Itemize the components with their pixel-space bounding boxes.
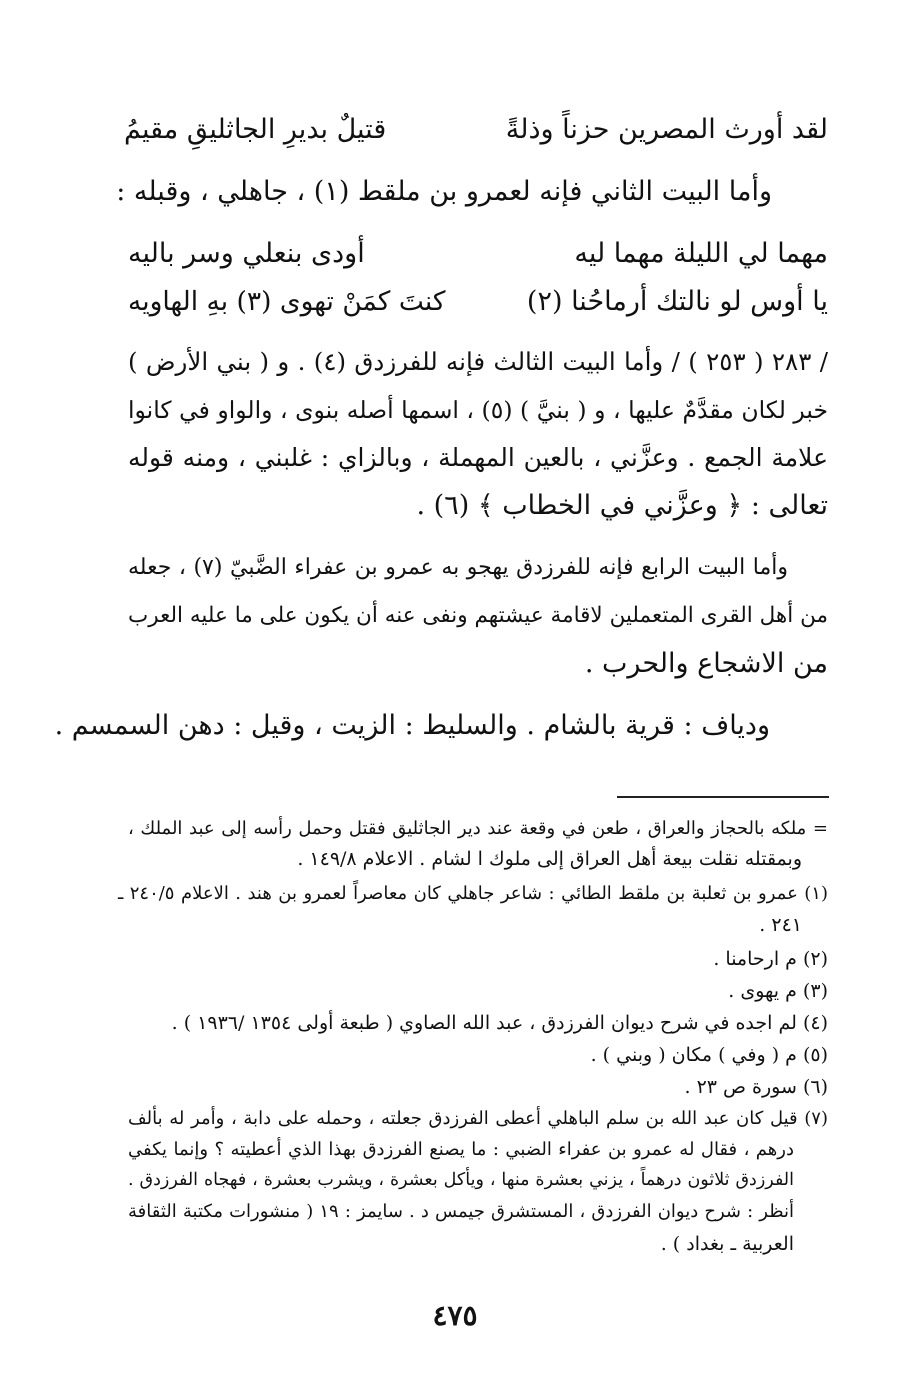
paragraph-2-line-3: علامة الجمع . وعزَّني ، بالعين المهملة ، وبالزاي : غلبني ، ومنه قوله	[128, 443, 828, 472]
footnote-7-line-2: درهم ، فقال له عمرو بن عفراء الضبي : ما يصنع الفرزدق بهذا الذي أعطيته ؟ وإنما يكفي	[128, 1139, 794, 1160]
footnote-7-line-1: (٧) قيل كان عبد الله بن سلم الباهلي أعطى الفرزدق جعلته ، وحمله على دابة ، وأمر له بألف	[128, 1108, 828, 1129]
paragraph-3-line-1: وأما البيت الرابع فإنه للفرزدق يهجو به عمرو بن عفراء الضَّبيّ (٧) ، جعله	[128, 555, 788, 580]
paragraph-4: ودياف : قرية بالشام . والسليط : الزيت ، وقيل : دهن السمسم .	[54, 710, 770, 741]
verse-2-second-hemistich: أودى بنعلي وسر باليه	[128, 238, 365, 269]
paragraph-3-line-2: من أهل القرى المتعملين لاقامة عيشتهم ونفى عنه أن يكون على ما عليه العرب	[128, 603, 828, 628]
footnote-7-line-3: الفرزدق ثلاثون درهماً ، يزني بعشرة منها ، ويأكل بعشرة ، ويشرب بعشرة ، فهجاه الفرزدق .	[128, 1170, 794, 1190]
verse-1-first-hemistich: لقد أورث المصرين حزناً وذلةً	[505, 114, 828, 145]
verse-2-first-hemistich: مهما لي الليلة مهما ليه	[574, 238, 828, 269]
footnote-5: (٥) م ( وفي ) مكان ( وبني ) .	[590, 1044, 828, 1066]
paragraph-2-line-2: خبر لكان مقدَّمٌ عليها ، و ( بنيَّ ) (٥) ، اسمها أصله بنوى ، والواو في كانوا	[128, 396, 828, 424]
footnote-continuation-line-1: = ملكه بالحجاز والعراق ، طعن في وقعة عند دير الجاثليق فقتل وحمل رأسه إلى عبد الملك ،	[128, 818, 828, 839]
page-number: ٤٧٥	[432, 1299, 478, 1332]
footnote-1-line-1: (١) عمرو بن ثعلبة بن ملقط الطائي : شاعر جاهلي كان معاصراً لعمرو بن هند . الاعلام ٢٤٠/٥ ـ	[118, 883, 828, 904]
footnote-7-line-5: العربية ـ بغداد ) .	[660, 1233, 794, 1255]
footnote-4: (٤) لم اجده في شرح ديوان الفرزدق ، عبد الله الصاوي ( طبعة أولى ١٣٥٤ /١٩٣٦ ) .	[171, 1012, 828, 1034]
footnote-7-line-4: أنظر : شرح ديوان الفرزدق ، المستشرق جيمس د . سايمز : ١٩ ( منشورات مكتبة الثقافة	[128, 1201, 794, 1222]
paragraph-3-line-3: من الاشجاع والحرب .	[584, 648, 828, 679]
footnote-2: (٢) م ارحامنا .	[713, 948, 828, 970]
paragraph-2-line-1: / ٢٨٣ ( ٢٥٣ ) / وأما البيت الثالث فإنه للفرزدق (٤) . و ( بني الأرض )	[128, 347, 828, 376]
footnote-1-line-2: ٢٤١ .	[759, 914, 802, 936]
paragraph-1: وأما البيت الثاني فإنه لعمرو بن ملقط (١) ، جاهلي ، وقبله :	[116, 176, 772, 207]
verse-3-first-hemistich: يا أوس لو نالتك أرماحُنا (٢)	[526, 286, 828, 317]
footnote-6: (٦) سورة ص ٢٣ .	[684, 1076, 828, 1098]
verse-3-second-hemistich: كنتَ كمَنْ تهوى (٣) بهِ الهاويه	[128, 286, 446, 317]
footnote-3: (٣) م يهوى .	[728, 980, 828, 1002]
paragraph-2-line-4: تعالى : ﴿ وعزَّني في الخطاب ﴾ (٦) .	[416, 490, 828, 521]
footnote-separator	[617, 796, 829, 798]
verse-1-second-hemistich: قتيلٌ بديرِ الجاثليقِ مقيمُ	[124, 114, 387, 145]
footnote-continuation-line-2: وبمقتله نقلت بيعة أهل العراق إلى ملوك ا لشام . الاعلام ١٤٩/٨ .	[297, 848, 802, 870]
